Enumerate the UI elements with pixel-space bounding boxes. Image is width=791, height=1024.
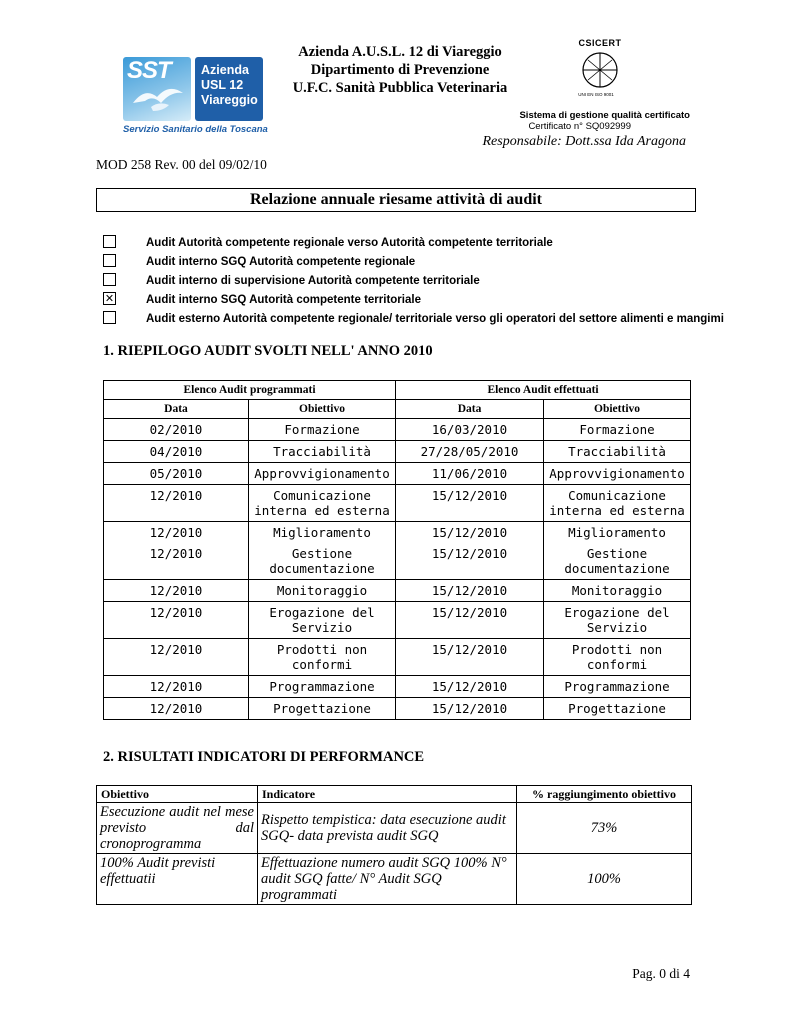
table-row [104,639,691,676]
table-cell: Gestione documentazione [249,543,396,580]
table-cell: Programmazione [544,676,691,698]
table-cell: 15/12/2010 [396,602,544,639]
table-cell: 73% [517,803,692,854]
audit-type-label: Audit Autorità competente regionale verso Autorità competente territoriale [146,237,553,249]
asl-logo [123,57,268,137]
iso-label: UNI EN ISO 9001 [578,92,614,97]
table-column-header-row [104,400,691,419]
table-row [104,485,691,522]
performance-indicators-table [96,785,692,905]
column-header-raggiungimento: % raggiungimento obiettivo [517,786,692,803]
column-header-obiettivo: Obiettivo [249,400,396,419]
logo-azienda-text [201,63,258,108]
column-header-obiettivo: Obiettivo [544,400,691,419]
table-cell: 12/2010 [104,676,249,698]
seagull-icon [123,57,191,121]
section-2-title: 2. RISULTATI INDICATORI DI PERFORMANCE [103,749,425,765]
logo-left-panel [123,57,191,121]
certification-mark [560,38,640,97]
table-cell: 12/2010 [104,639,249,676]
table-cell: Erogazione del Servizio [544,602,691,639]
table-cell: 15/12/2010 [396,676,544,698]
table-cell: Formazione [544,419,691,441]
table-cell: 04/2010 [104,441,249,463]
column-header-indicatore: Indicatore [258,786,517,803]
org-name: Azienda A.U.S.L. 12 di Viareggio [298,44,502,60]
table-cell: 12/2010 [104,543,249,580]
module-reference: MOD 258 Rev. 00 del 09/02/10 [96,157,267,172]
org-department: Dipartimento di Prevenzione [310,62,490,78]
table-cell: Miglioramento [544,522,691,544]
group-header-effettuati: Elenco Audit effettuati [396,381,691,400]
table-cell: 16/03/2010 [396,419,544,441]
table-cell: 12/2010 [104,485,249,522]
table-row [104,522,691,544]
org-unit: U.F.C. Sanità Pubblica Veterinaria [292,80,508,96]
logo-city-line: Viareggio [201,93,258,107]
table-row [104,543,691,580]
table-cell: Formazione [249,419,396,441]
table-cell: Prodotti non conformi [249,639,396,676]
table-cell: 15/12/2010 [396,580,544,602]
table-row [97,803,692,854]
table-cell: 11/06/2010 [396,463,544,485]
table-row [104,463,691,485]
table-cell: 100% [517,854,692,905]
table-row [104,419,691,441]
organization-header [270,43,530,97]
audit-type-label: Audit interno di supervisione Autorità competente territoriale [146,275,480,287]
table-cell: Tracciabilità [249,441,396,463]
table-cell: 02/2010 [104,419,249,441]
table-cell: Effettuazione numero audit SGQ 100% N° audit SGQ fatte/ N° Audit SGQ programmati [258,854,517,905]
table-cell: Rispetto tempistica: data esecuzione audit SGQ- data prevista audit SGQ [258,803,517,854]
table-cell: 100% Audit previsti effettuatii [97,854,258,905]
responsible-person: Responsabile: Dott.ssa Ida Aragona [482,134,686,149]
table-cell: 12/2010 [104,580,249,602]
table-cell: Esecuzione audit nel mese previsto dal cronoprogramma [97,803,258,854]
logo-sst-text: SST [127,57,171,84]
table-cell: Monitoraggio [249,580,396,602]
table-cell: Miglioramento [249,522,396,544]
table-cell: 12/2010 [104,698,249,720]
column-header-data: Data [104,400,249,419]
table-cell: Gestione documentazione [544,543,691,580]
table-row [104,676,691,698]
certification-seal-icon [560,48,640,92]
table-cell: Prodotti non conformi [544,639,691,676]
table-cell: 27/28/05/2010 [396,441,544,463]
logo-subtitle: Servizio Sanitario della Toscana [123,124,268,135]
table-row [104,580,691,602]
table-cell: Comunicazione interna ed esterna [544,485,691,522]
table-header-row [97,786,692,803]
document-title: Relazione annuale riesame attività di audit [96,188,696,212]
group-header-programmati: Elenco Audit programmati [104,381,396,400]
checkbox-audit-type-2[interactable] [103,254,116,267]
table-cell: Monitoraggio [544,580,691,602]
checkbox-audit-type-5[interactable] [103,311,116,324]
table-cell: Comunicazione interna ed esterna [249,485,396,522]
table-cell: Approvvigionamento [544,463,691,485]
table-row [97,854,692,905]
table-cell: 12/2010 [104,522,249,544]
table-row [104,698,691,720]
csicert-brand: CSICERT [578,38,622,48]
certificate-number: Certificato n° SQ092999 [528,121,631,132]
audit-summary-table [103,380,691,720]
audit-type-label: Audit interno SGQ Autorità competente territoriale [146,294,421,306]
checkbox-audit-type-1[interactable] [103,235,116,248]
table-row [104,441,691,463]
table-cell: Progettazione [544,698,691,720]
page-number: Pag. 0 di 4 [632,966,690,981]
column-header-obiettivo: Obiettivo [97,786,258,803]
table-cell: 15/12/2010 [396,639,544,676]
logo-usl-line: USL 12 [201,78,244,92]
table-cell: Approvvigionamento [249,463,396,485]
table-cell: Tracciabilità [544,441,691,463]
audit-type-label: Audit esterno Autorità competente regionale/ territoriale verso gli operatori del settore alimenti e mangimi [146,313,724,325]
table-cell: Erogazione del Servizio [249,602,396,639]
audit-type-label: Audit interno SGQ Autorità competente regionale [146,256,416,268]
table-cell: 15/12/2010 [396,543,544,580]
table-cell: 12/2010 [104,602,249,639]
column-header-data: Data [396,400,544,419]
checkbox-audit-type-3[interactable] [103,273,116,286]
table-group-header-row [104,381,691,400]
logo-azienda-line: Azienda [201,63,249,77]
checkbox-audit-type-4[interactable]: ✕ [104,292,115,305]
table-cell: 15/12/2010 [396,698,544,720]
table-cell: Progettazione [249,698,396,720]
quality-system-text: Sistema di gestione qualità certificato [519,110,690,121]
table-cell: Programmazione [249,676,396,698]
table-cell: 15/12/2010 [396,485,544,522]
table-cell: 15/12/2010 [396,522,544,544]
section-1-title: 1. RIEPILOGO AUDIT SVOLTI NELL' ANNO 2010 [103,343,433,359]
table-row [104,602,691,639]
table-cell: 05/2010 [104,463,249,485]
